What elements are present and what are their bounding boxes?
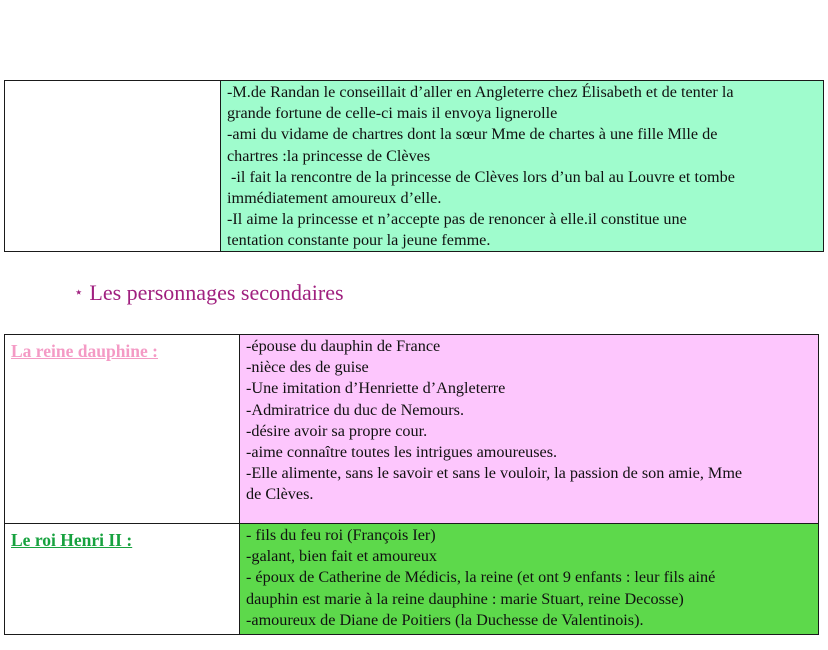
description-line: -ami du vidame de chartres dont la sœur Mme de chartes à une fille Mlle de — [227, 125, 718, 144]
description-line: -galant, bien fait et amoureux — [246, 547, 438, 566]
description-line: immédiatement amoureux d’elle. — [227, 189, 442, 208]
description-line: -Il aime la princesse et n’accepte pas de renoncer à elle.il constitue une — [227, 210, 687, 229]
description-line: grande fortune de celle-ci mais il envoya lignerolle — [227, 104, 558, 123]
description-line: -désire avoir sa propre cour. — [246, 421, 428, 440]
nemours-description-cell — [220, 80, 824, 252]
roi-henri-label-cell — [4, 523, 240, 635]
description-line: tentation constante pour la jeune femme. — [227, 231, 491, 250]
description-line: -amoureux de Diane de Poitiers (la Duchesse de Valentinois). — [246, 610, 644, 629]
description-line: -aime connaître toutes les intrigues amoureuses. — [246, 443, 558, 462]
character-name: La reine dauphine : — [11, 341, 158, 361]
description-line: dauphin est marie à la reine dauphine : marie Stuart, reine Decosse) — [246, 589, 684, 608]
roi-henri-description-cell — [239, 523, 819, 635]
description-line: chartres :la princesse de Clèves — [227, 146, 431, 165]
description-line: -Admiratrice du duc de Nemours. — [246, 400, 465, 419]
reine-dauphine-label-cell — [4, 334, 240, 524]
description-line: de Clèves. — [246, 485, 314, 504]
description-line: - fils du feu roi (François Ier) — [246, 526, 436, 544]
description-line: -nièce des de guise — [246, 358, 369, 377]
character-name: Le roi Henri II : — [11, 530, 133, 550]
reine-dauphine-description-cell — [239, 334, 819, 524]
description-line: -M.de Randan le conseillait d’aller en Angleterre chez Élisabeth et de tenter la — [227, 83, 734, 101]
star-bullet-icon: ⋆ — [74, 285, 84, 301]
description-line: -épouse du dauphin de France — [246, 337, 441, 355]
description-line: -Elle alimente, sans le savoir et sans le vouloir, la passion de son amie, Mme — [246, 464, 743, 483]
nemours-name-cell — [4, 80, 221, 252]
section-title: Les personnages secondaires — [89, 280, 344, 305]
description-line: - époux de Catherine de Médicis, la reine (et ont 9 enfants : leur fils ainé — [246, 568, 716, 587]
description-line: -Une imitation d’Henriette d’Angleterre — [246, 379, 506, 398]
description-line: -il fait la rencontre de la princesse de Clèves lors d’un bal au Louvre et tombe — [227, 167, 735, 186]
section-heading — [74, 280, 344, 306]
